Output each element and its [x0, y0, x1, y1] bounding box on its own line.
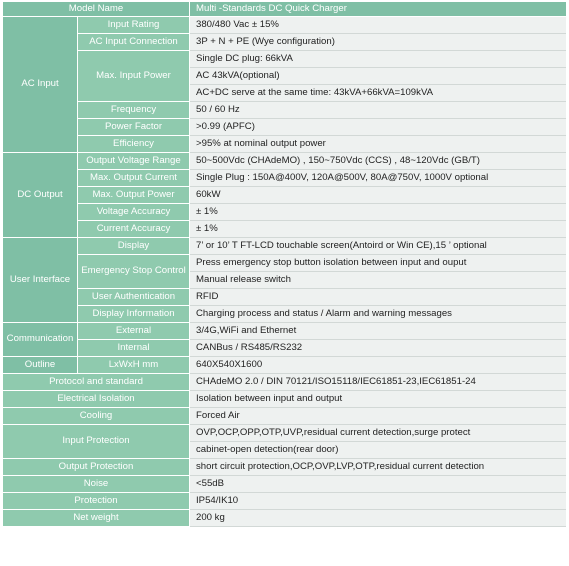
- spec-parameter: Efficiency: [78, 136, 190, 153]
- spec-parameter-wide: Protection: [3, 493, 190, 510]
- spec-value: Forced Air: [190, 408, 566, 425]
- spec-parameter: Internal: [78, 340, 190, 357]
- spec-value: 640X540X1600: [190, 357, 566, 374]
- spec-value: OVP,OCP,OPP,OTP,UVP,residual current detection,surge protect: [190, 425, 566, 442]
- spec-group-label: Communication: [3, 323, 78, 357]
- spec-value: <55dB: [190, 476, 566, 493]
- spec-value: cabinet-open detection(rear door): [190, 442, 566, 459]
- spec-table: [3, 2, 566, 563]
- model-name-value: Multi -Standards DC Quick Charger: [190, 2, 566, 17]
- spec-value: CANBus / RS485/RS232: [190, 340, 566, 357]
- spec-parameter: Voltage Accuracy: [78, 204, 190, 221]
- spec-parameter-wide: Protocol and standard: [3, 374, 190, 391]
- spec-value: Single DC plug: 66kVA: [190, 51, 566, 68]
- spec-value: >95% at nominal output power: [190, 136, 566, 153]
- spec-parameter-wide: Cooling: [3, 408, 190, 425]
- spec-parameter-wide: Net weight: [3, 510, 190, 527]
- spec-value: Charging process and status / Alarm and warning messages: [190, 306, 566, 323]
- spec-value: 60kW: [190, 187, 566, 204]
- spec-parameter-wide: Electrical Isolation: [3, 391, 190, 408]
- spec-parameter: Frequency: [78, 102, 190, 119]
- spec-value: RFID: [190, 289, 566, 306]
- model-name-label: Model Name: [3, 2, 190, 17]
- spec-value: Press emergency stop button isolation between input and ouput: [190, 255, 566, 272]
- spec-value: 3P + N + PE (Wye configuration): [190, 34, 566, 51]
- spec-value: ± 1%: [190, 204, 566, 221]
- spec-group-label: AC Input: [3, 17, 78, 153]
- spec-parameter: External: [78, 323, 190, 340]
- spec-parameter: Max. Output Current: [78, 170, 190, 187]
- spec-parameter-wide: Input Protection: [3, 425, 190, 459]
- spec-value: IP54/IK10: [190, 493, 566, 510]
- spec-value: 3/4G,WiFi and Ethernet: [190, 323, 566, 340]
- spec-value: AC+DC serve at the same time: 43kVA+66kVA=109kVA: [190, 85, 566, 102]
- spec-parameter: Display: [78, 238, 190, 255]
- spec-value: CHAdeMO 2.0 / DIN 70121/ISO15118/IEC61851-23,IEC61851-24: [190, 374, 566, 391]
- spec-group-label: User Interface: [3, 238, 78, 323]
- spec-value: Single Plug : 150A@400V, 120A@500V, 80A@750V, 1000V optional: [190, 170, 566, 187]
- spec-value: 7’ or 10’ T FT-LCD touchable screen(Antoird or Win CE),15 ’ optional: [190, 238, 566, 255]
- spec-value: Manual release switch: [190, 272, 566, 289]
- spec-parameter-wide: Output Protection: [3, 459, 190, 476]
- spec-parameter: AC Input Connection: [78, 34, 190, 51]
- spec-value: >0.99 (APFC): [190, 119, 566, 136]
- spec-parameter-wide: Noise: [3, 476, 190, 493]
- spec-parameter: Power Factor: [78, 119, 190, 136]
- spec-parameter: LxWxH mm: [78, 357, 190, 374]
- spec-parameter: User Authentication: [78, 289, 190, 306]
- spec-parameter: Emergency Stop Control: [78, 255, 190, 289]
- spec-parameter: Output Voltage Range: [78, 153, 190, 170]
- spec-group-label: DC Output: [3, 153, 78, 238]
- spec-parameter: Max. Output Power: [78, 187, 190, 204]
- spec-value: ± 1%: [190, 221, 566, 238]
- spec-value: 50~500Vdc (CHAdeMO) , 150~750Vdc (CCS) , 48~120Vdc (GB/T): [190, 153, 566, 170]
- spec-value: AC 43kVA(optional): [190, 68, 566, 85]
- spec-value: Isolation between input and output: [190, 391, 566, 408]
- spec-parameter: Current Accuracy: [78, 221, 190, 238]
- spec-parameter: Input Rating: [78, 17, 190, 34]
- spec-parameter: Max. Input Power: [78, 51, 190, 102]
- spec-group-label: Outline: [3, 357, 78, 374]
- spec-value: 50 / 60 Hz: [190, 102, 566, 119]
- spec-value: 380/480 Vac ± 15%: [190, 17, 566, 34]
- spec-value: short circuit protection,OCP,OVP,LVP,OTP,residual current detection: [190, 459, 566, 476]
- spec-parameter: Display Information: [78, 306, 190, 323]
- spec-value: 200 kg: [190, 510, 566, 527]
